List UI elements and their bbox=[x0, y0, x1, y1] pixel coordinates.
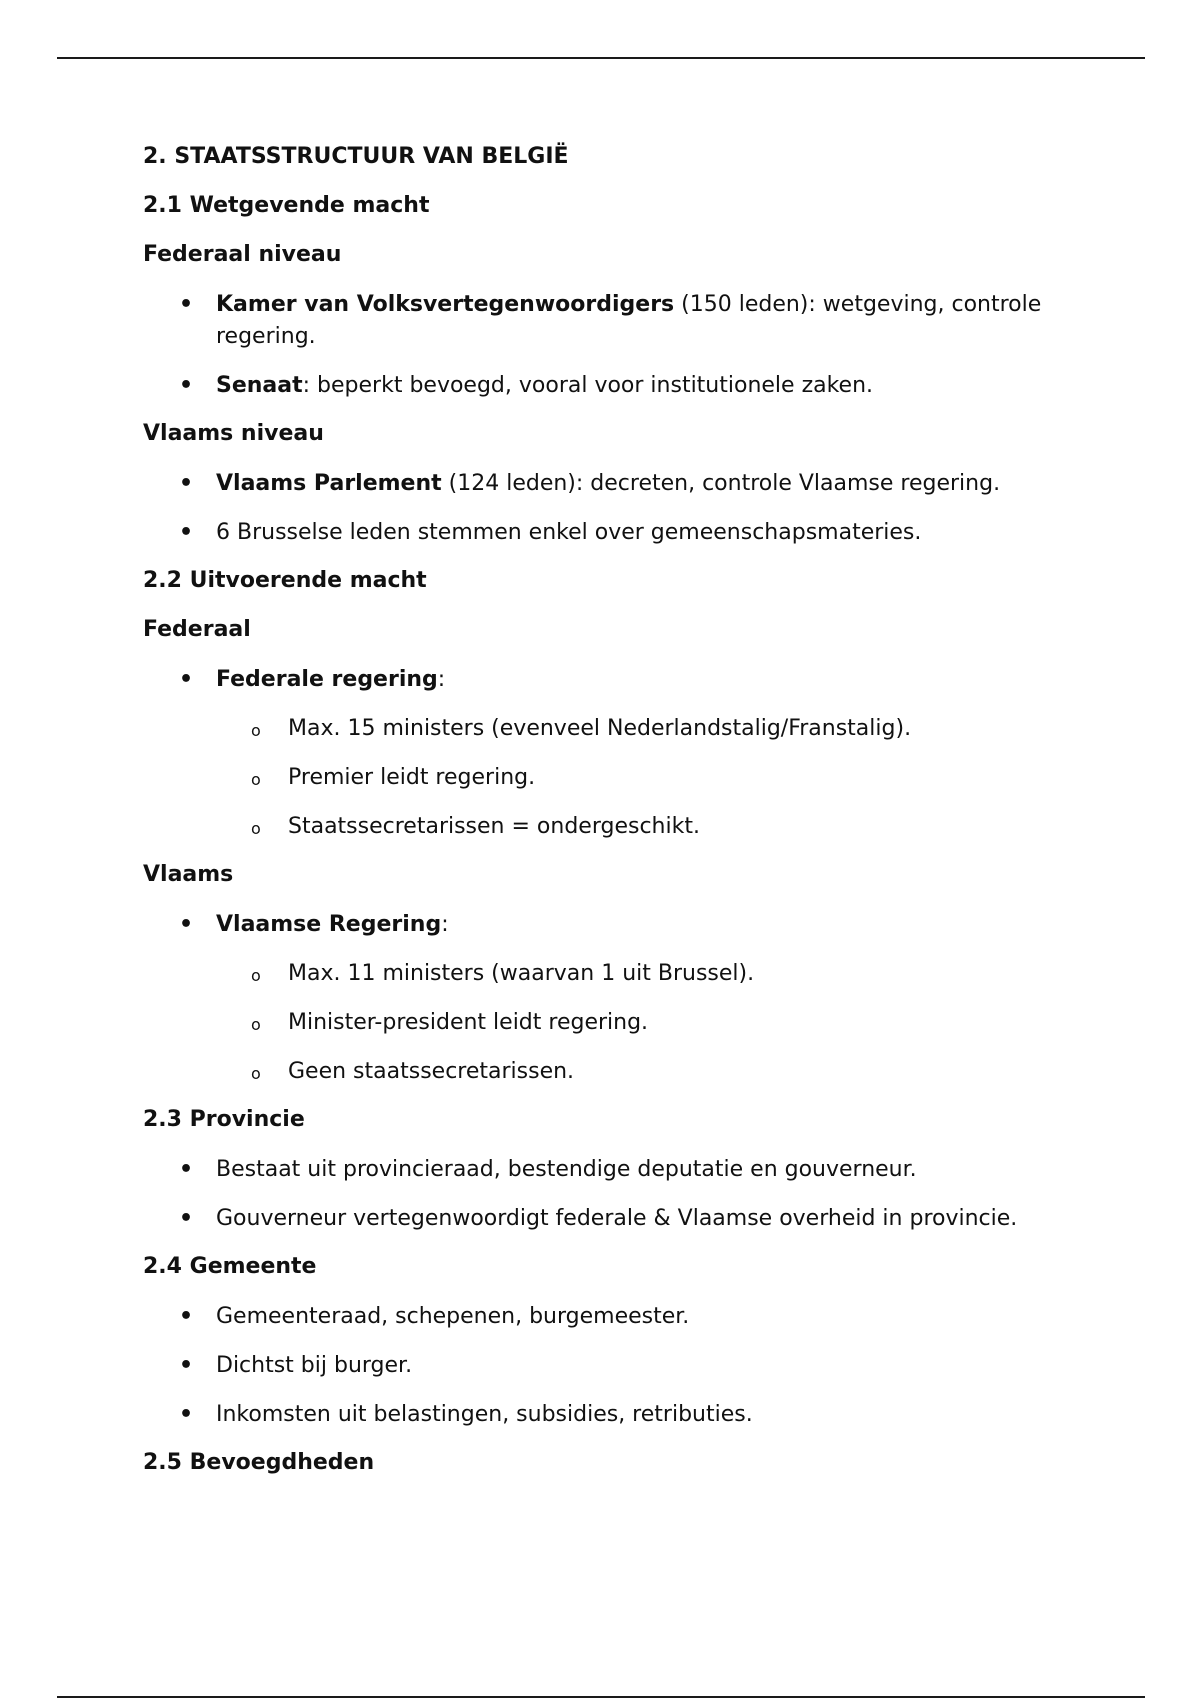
bullet-list bbox=[143, 468, 1103, 549]
bullet-icon: • bbox=[179, 1157, 194, 1182]
item-text: (150 leden): wetgeving, controle regering. bbox=[216, 292, 1042, 349]
section-heading-2-2: 2.2 Uitvoerende macht bbox=[143, 568, 427, 593]
sub-bullet-icon: o bbox=[251, 1015, 261, 1034]
item-text: Inkomsten uit belastingen, subsidies, retributies. bbox=[216, 1402, 753, 1427]
sub-list-item bbox=[143, 811, 1103, 843]
sub-list-item bbox=[143, 713, 1103, 745]
sub-list-item bbox=[143, 958, 1103, 990]
bottom-rule bbox=[57, 1696, 1145, 1698]
list-item bbox=[143, 468, 1103, 500]
item-text: Max. 11 ministers (waarvan 1 uit Brussel). bbox=[288, 961, 755, 986]
bullet-list bbox=[143, 664, 1103, 843]
item-bold-text: Federale regering bbox=[216, 667, 438, 692]
bullet-icon: • bbox=[179, 667, 194, 692]
bullet-list bbox=[143, 289, 1103, 402]
bullet-icon: • bbox=[179, 373, 194, 398]
item-text: Max. 15 ministers (evenveel Nederlandstalig/Franstalig). bbox=[288, 716, 912, 741]
item-text: : bbox=[441, 912, 449, 937]
item-text: Premier leidt regering. bbox=[288, 765, 536, 790]
sub-bullet-icon: o bbox=[251, 1064, 261, 1083]
sub-list-item bbox=[143, 762, 1103, 794]
section-heading-2-1: 2.1 Wetgevende macht bbox=[143, 193, 430, 218]
bullet-icon: • bbox=[179, 471, 194, 496]
section-heading-2-5: 2.5 Bevoegdheden bbox=[143, 1450, 375, 1475]
sub-bullet-icon: o bbox=[251, 721, 261, 740]
sub-bullet-icon: o bbox=[251, 966, 261, 985]
bullet-list bbox=[143, 1301, 1103, 1431]
bullet-icon: • bbox=[179, 912, 194, 937]
sub-list-item bbox=[143, 1056, 1103, 1088]
sub-bullet-icon: o bbox=[251, 770, 261, 789]
list-item bbox=[143, 1301, 1103, 1333]
subheading-vlaams-niveau: Vlaams niveau bbox=[143, 421, 324, 446]
item-bold-text: Senaat bbox=[216, 373, 303, 398]
list-item bbox=[143, 1203, 1103, 1235]
list-item bbox=[143, 1154, 1103, 1186]
bullet-icon: • bbox=[179, 1206, 194, 1231]
item-text: Minister-president leidt regering. bbox=[288, 1010, 649, 1035]
top-rule bbox=[57, 57, 1145, 59]
item-text: Staatssecretarissen = ondergeschikt. bbox=[288, 814, 700, 839]
list-item bbox=[143, 1399, 1103, 1431]
item-bold-text: Vlaamse Regering bbox=[216, 912, 442, 937]
list-item bbox=[143, 1350, 1103, 1382]
item-text: (124 leden): decreten, controle Vlaamse regering. bbox=[441, 471, 1001, 496]
list-item bbox=[143, 517, 1103, 549]
item-text: Gouverneur vertegenwoordigt federale & Vlaamse overheid in provincie. bbox=[216, 1206, 1018, 1231]
bullet-icon: • bbox=[179, 1402, 194, 1427]
item-text: Geen staatssecretarissen. bbox=[288, 1059, 575, 1084]
item-bold-text: Kamer van Volksvertegenwoordigers bbox=[216, 292, 675, 317]
sub-list-item bbox=[143, 1007, 1103, 1039]
bullet-list bbox=[143, 909, 1103, 1088]
subheading-federaal-niveau: Federaal niveau bbox=[143, 242, 342, 267]
item-text: Bestaat uit provincieraad, bestendige deputatie en gouverneur. bbox=[216, 1157, 917, 1182]
item-text: 6 Brusselse leden stemmen enkel over gemeenschapsmateries. bbox=[216, 520, 922, 545]
list-item bbox=[143, 370, 1103, 402]
section-heading-2-4: 2.4 Gemeente bbox=[143, 1254, 317, 1279]
bullet-icon: • bbox=[179, 1304, 194, 1329]
list-item bbox=[143, 664, 1103, 696]
item-text: Dichtst bij burger. bbox=[216, 1353, 413, 1378]
document-title: 2. STAATSSTRUCTUUR VAN BELGIË bbox=[143, 144, 569, 169]
item-text: : bbox=[437, 667, 446, 692]
document-body bbox=[143, 142, 1103, 1497]
bullet-icon: • bbox=[179, 292, 194, 317]
bullet-icon: • bbox=[179, 1353, 194, 1378]
subheading-federaal: Federaal bbox=[143, 617, 251, 642]
section-heading-2-3: 2.3 Provincie bbox=[143, 1107, 305, 1132]
list-item bbox=[143, 909, 1103, 941]
item-bold-text: Vlaams Parlement bbox=[216, 471, 442, 496]
subheading-vlaams: Vlaams bbox=[143, 862, 234, 887]
bullet-list bbox=[143, 1154, 1103, 1235]
item-text: : beperkt bevoegd, vooral voor institutionele zaken. bbox=[302, 373, 874, 398]
sub-bullet-icon: o bbox=[251, 819, 261, 838]
list-item bbox=[143, 289, 1103, 353]
bullet-icon: • bbox=[179, 520, 194, 545]
item-text: Gemeenteraad, schepenen, burgemeester. bbox=[216, 1304, 690, 1329]
